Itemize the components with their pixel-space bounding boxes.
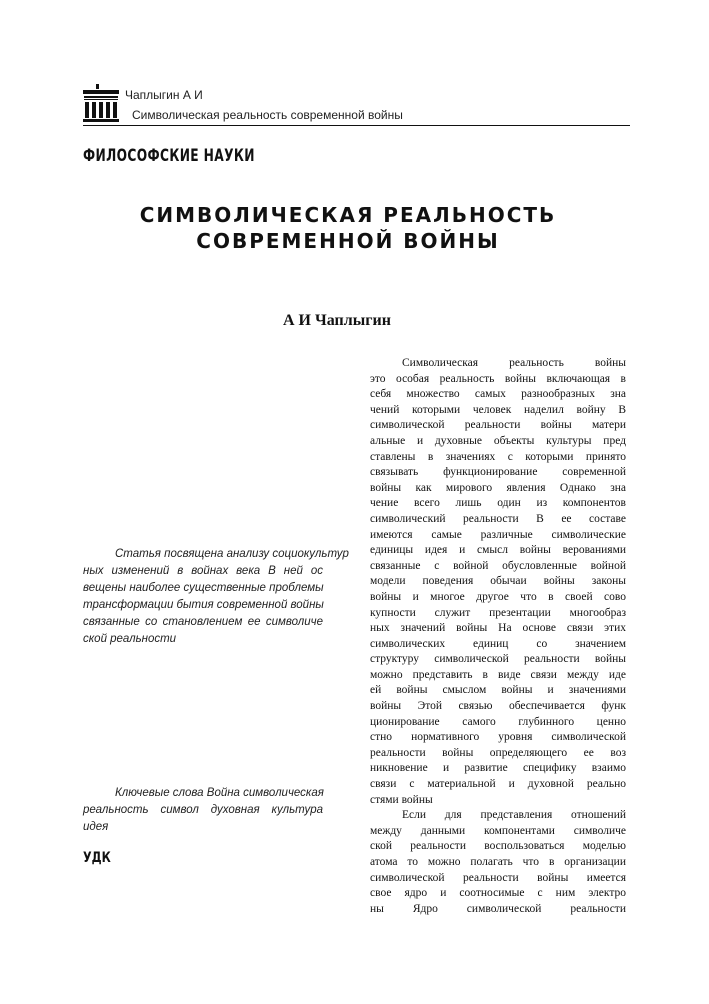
body-line: имеются самые различные символические [370,528,626,541]
body-line: символический реальности В ее составе [370,512,626,525]
keywords-line: идея [83,821,109,833]
abstract-line: ской реальности [83,633,177,645]
body-line: купности служит презентации многообраз [370,606,626,619]
body-line: символической реальности войны матери [370,419,626,432]
body-line: можно представить в виде связи между иде [370,668,626,681]
header-divider [83,125,630,126]
body-line: реальности войны определяющего ее воз [370,746,626,759]
body-line: ставлены в значениях с которыми принято [370,450,626,463]
body-line: символических единиц со значением [370,637,626,650]
journal-logo-icon [83,84,119,126]
body-line: ей войны смыслом войны и значениями [370,684,626,697]
abstract-line: ных изменений в войнах века В ней ос [83,565,323,577]
running-header-author: Чаплыгин А И [125,88,203,102]
body-line: войны Этой связью обеспечивается функ [370,700,626,713]
body-line: свое ядро и соотносимые с ним электро [370,887,626,900]
abstract-line: связанные со становлением ее символиче [83,616,323,628]
abstract-line: Статья посвящена анализу социокультур [115,548,349,560]
body-line: структуру символической реальности войны [370,653,626,666]
article-title-line: СИМВОЛИЧЕСКАЯ РЕАЛЬНОСТЬ [139,203,557,227]
body-line: символической реальности войны имеется [370,871,626,884]
body-line: модели поведения обычаи войны законы [370,575,626,588]
keywords-line: реальность символ духовная культура [83,804,323,816]
abstract [83,546,349,648]
body-line: атома то можно полагать что в организации [370,856,626,868]
keywords-line: Ключевые слова Война символическая [115,787,324,799]
keywords [83,785,323,836]
article-title-line: СОВРЕМЕННОЙ ВОЙНЫ [196,229,500,253]
body-line: это особая реальность войны включающая в [370,372,626,385]
article-title [83,202,613,254]
body-line: единицы идея и смысл войны верованиями [370,544,626,557]
running-header-title: Символическая реальность современной войны [132,108,403,122]
body-line: ционирование самого глубинного ценно [370,715,626,728]
body-line: никновение и развитие специфику взаимо [370,762,626,775]
abstract-line: трансформации бытия современной войны [83,599,324,611]
body-line: связанные с войной обусловленные войной [370,559,626,572]
body-line: ны Ядро символической реальности [370,902,626,915]
body-line: стями войны [370,793,433,806]
body-line: чений которыми человек наделил войну В [370,403,626,416]
body-line: чение всего лишь один из компонентов [370,497,626,510]
section-title: ФИЛОСОФСКИЕ НАУКИ [83,146,255,166]
body-line: войны как мирового явления Однако зна [370,481,626,494]
abstract-line: вещены наиболее существенные проблемы [83,582,324,594]
body-line: ных значений войны На основе связи этих [370,622,626,635]
body-line: стно нормативного уровня символической [370,731,626,744]
article-body [370,356,626,917]
body-line: Символическая реальность войны [402,357,626,369]
udk-label: УДК [83,850,111,866]
body-line: себя множество самых разнообразных зна [370,388,626,401]
body-line: альные и духовные объекты культуры пред [370,434,626,447]
body-line: ской реальности воспользоваться моделью [370,840,626,853]
body-line: связывать функционирование современной [370,466,626,479]
body-line: между данными компонентами символиче [370,824,626,837]
article-author: А И Чаплыгин [283,312,391,329]
body-line: Если для представления отношений [402,809,626,822]
body-line: войны и многое другое что в своей сово [370,590,626,603]
body-line: связи с материальной и духовной реально [370,778,626,791]
